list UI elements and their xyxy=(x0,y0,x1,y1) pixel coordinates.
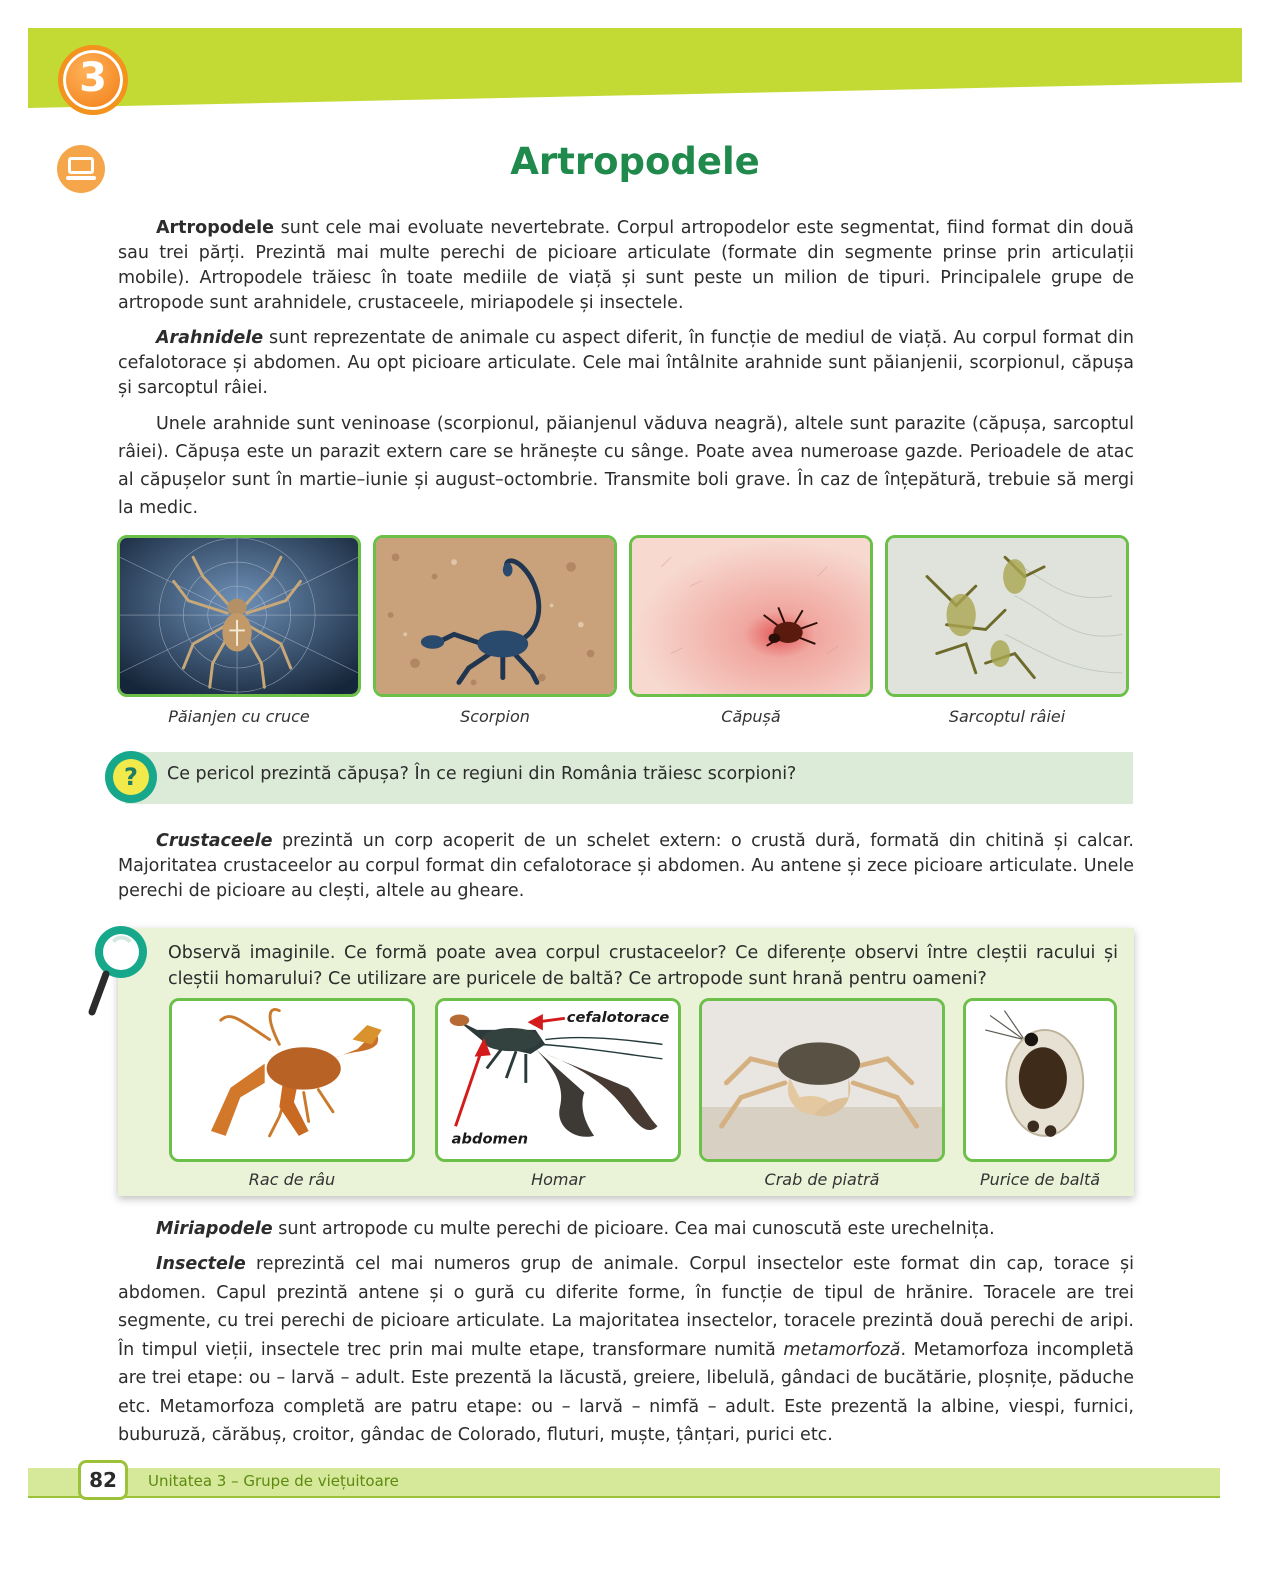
page-title: Artropodele xyxy=(510,140,760,183)
label-abdomen: abdomen xyxy=(451,1131,529,1148)
paragraph-crustacee xyxy=(118,829,1134,904)
paragraph-text: . Metamorfoza incompletă are trei etape: ou – larvă – adult. Este prezentă la lăcustă, greiere, libelulă, gândaci de bucătărie, ploșnițe, păduche etc. Metamorfoza completă are patru etape: ou – larvă – nimfă – adult. Este prezentă la albine, viespi, furnici, buburuză, cărăbuș, croitor, gândac de Colorado, fluturi, muște, țânțari, purici etc. xyxy=(118,1339,1134,1445)
paragraph-arahnide-veninoase xyxy=(118,410,1134,522)
paragraph-text: sunt cele mai evoluate nevertebrate. Corpul artropodelor este segmentat, fiind format din două sau trei părți. Prezintă mai multe perechi de picioare articulate (formate din segmente prinse prin articulații mobile). Artropodele trăiesc în toate mediile de viață și sunt peste un milion de tipuri. Principalele grupe de artropode sunt arahnidele, crustaceele, miriapodele și insectele. xyxy=(118,218,1134,313)
paragraph-artropode xyxy=(118,216,1134,316)
term-arahnidele: Arahnidele xyxy=(156,328,264,348)
term-metamorfoza: metamorfoză xyxy=(783,1339,901,1360)
footer-unit-title: Unitatea 3 – Grupe de viețuitoare xyxy=(148,1472,399,1490)
caption-daphnia: Purice de baltă xyxy=(979,1170,1101,1189)
paragraph-text: prezintă un corp acoperit de un schelet extern: o crustă dură, formată din chitină și calcar. Majoritatea crustaceelor au corpul format din cefalotorace și abdomen. Au antene și zece picioare articulate. Unele perechi de picioare au clești, altele au gheare. xyxy=(118,831,1134,901)
caption-lobster: Homar xyxy=(531,1170,585,1189)
question-icon xyxy=(105,751,157,803)
observe-text: Observă imaginile. Ce formă poate avea corpul crustaceelor? Ce diferențe observi între cleștii racului și cleștii homarului? Ce utilizare are puricele de baltă? Ce artropode sunt hrană pentru oameni? xyxy=(168,943,1118,989)
term-miriapodele: Miriapodele xyxy=(156,1219,273,1239)
question-mark: ? xyxy=(113,759,149,795)
header-band xyxy=(28,28,1242,108)
photo-mite xyxy=(885,535,1129,697)
paragraph-insecte xyxy=(118,1250,1134,1450)
caption-mite: Sarcoptul râiei xyxy=(948,707,1066,726)
chapter-badge xyxy=(58,45,128,115)
photo-spider xyxy=(117,535,361,697)
photo-tick xyxy=(629,535,873,697)
question-text: Ce pericol prezintă căpușa? În ce regiuni din România trăiesc scorpioni? xyxy=(167,764,797,784)
photo-daphnia xyxy=(963,998,1117,1162)
caption-tick: Căpușă xyxy=(721,707,781,726)
paragraph-text: sunt reprezentate de animale cu aspect diferit, în funcție de mediul de viață. Au corpul format din cefalotorace și abdomen. Au opt picioare articulate. Cele mai întâlnite arahnide sunt păianjenii, scorpionul, căpușa și sarcoptul râiei. xyxy=(118,328,1134,398)
paragraph-text: Unele arahnide sunt veninoase (scorpionul, păianjenul văduva neagră), altele sunt parazite (căpușa, sarcoptul râiei). Căpușa este un parazit extern care se hrănește cu sânge. Poate avea numeroase gazde. Perioadele de atac al căpușelor sunt în martie–iunie și august–octombrie. Transmite boli grave. În caz de înțepătură, trebuie să mergi la medic. xyxy=(118,414,1134,518)
term-artropodele: Artropodele xyxy=(156,218,275,238)
page-number: 82 xyxy=(78,1460,128,1500)
photo-crab xyxy=(699,998,945,1162)
paragraph-text: sunt artropode cu multe perechi de picioare. Cea mai cunoscută este urechelnița. xyxy=(272,1219,995,1239)
caption-crab: Crab de piatră xyxy=(764,1170,880,1189)
magnifier-icon xyxy=(86,922,156,1018)
term-crustaceele: Crustaceele xyxy=(156,831,273,851)
photo-scorpion xyxy=(373,535,617,697)
chapter-number: 3 xyxy=(79,55,107,101)
paragraph-text: reprezintă cel mai numeros grup de animale. Corpul insectelor este format din cap, torace și abdomen. Capul prezintă antene și o gură cu diferite forme, în funcție de tipul de hrănire. Toracele are trei segmente, cu trei perechi de picioare articulate. La majoritatea insectelor, toracele prezintă două perechi de aripi. În timpul vieții, insectele trec prin mai multe etape, transformare numită xyxy=(118,1254,1134,1360)
label-cefalotorace: cefalotorace xyxy=(566,1010,670,1027)
caption-crayfish: Rac de râu xyxy=(248,1170,336,1189)
caption-spider: Păianjen cu cruce xyxy=(168,707,310,726)
term-insectele: Insectele xyxy=(156,1254,246,1274)
caption-scorpion: Scorpion xyxy=(460,707,530,726)
photo-lobster xyxy=(435,998,681,1162)
paragraph-arahnide xyxy=(118,326,1134,401)
photo-crayfish xyxy=(169,998,415,1162)
footer-divider xyxy=(28,1496,1220,1498)
paragraph-miriapode xyxy=(118,1217,1134,1242)
